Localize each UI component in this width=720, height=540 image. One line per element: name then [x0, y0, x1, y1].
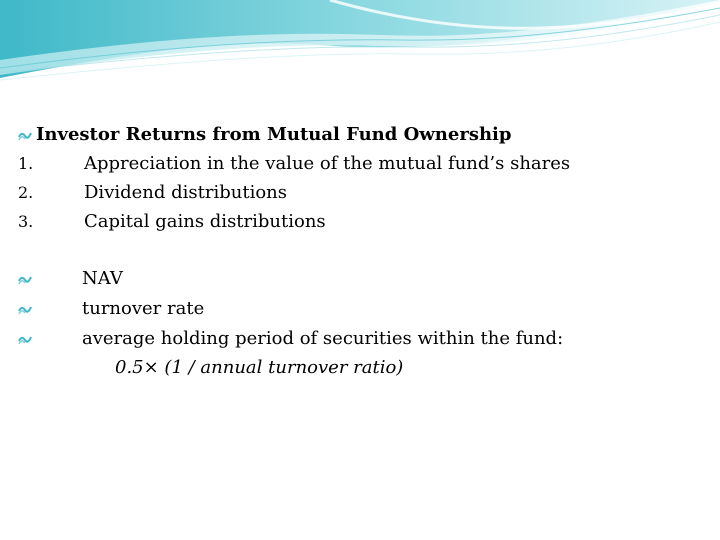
bullet-item-text: average holding period of securities within the fund:: [82, 328, 564, 349]
numbered-item: [18, 153, 570, 175]
numbered-item-text: Capital gains distributions: [84, 211, 326, 232]
numbered-item-label: 1.: [18, 154, 34, 173]
wave-bullet-icon: [18, 332, 32, 346]
turnover-formula: 0.5× (1 / annual turnover ratio): [115, 357, 404, 378]
numbered-item: [18, 211, 326, 233]
wave-bullet-icon: [18, 272, 32, 286]
bullet-item: [18, 268, 123, 289]
bullet-item-text: turnover rate: [82, 298, 205, 319]
numbered-item-label: 3.: [18, 212, 34, 231]
numbered-item-text: Dividend distributions: [84, 182, 288, 203]
bullet-item-text: NAV: [82, 268, 123, 289]
bullet-item: [18, 328, 563, 349]
slide-heading: [18, 124, 511, 145]
numbered-item-label: 2.: [18, 183, 34, 202]
numbered-item: [18, 182, 287, 204]
heading-text: Investor Returns from Mutual Fund Ownership: [36, 124, 512, 145]
wave-bullet-icon: [18, 128, 32, 142]
wave-bullet-icon: [18, 302, 32, 316]
numbered-item-text: Appreciation in the value of the mutual fund’s shares: [84, 153, 571, 174]
bullet-item: [18, 298, 204, 319]
